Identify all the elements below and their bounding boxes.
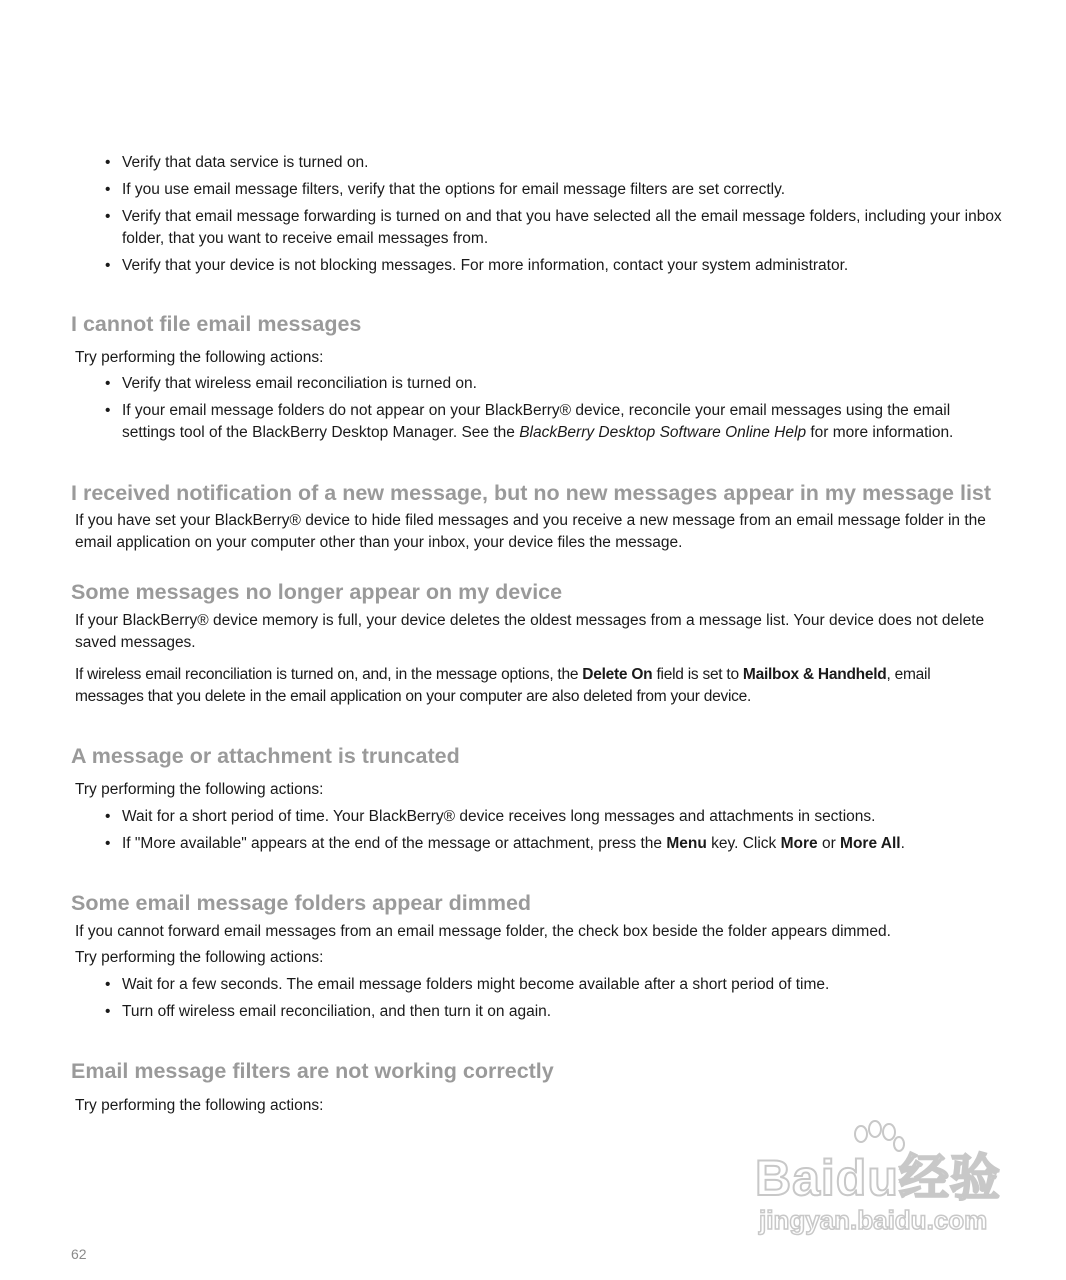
body-text: field is set to <box>652 666 743 683</box>
section-intro: Try performing the following actions: <box>75 349 324 366</box>
section-bullet-list <box>122 806 1002 860</box>
section-body <box>75 664 1000 708</box>
field-name: Delete On <box>582 666 653 683</box>
bullet-text: or <box>817 835 841 852</box>
body-text: , email messages that you delete in the email application on your computer are also deleted from your device. <box>75 666 931 705</box>
list-item: • Wait for a short period of time. Your BlackBerry® device receives long messages and attachments in sections. <box>122 806 1002 828</box>
section-body: If you have set your BlackBerry® device to hide filed messages and you receive a new message from an email message folder in the email application on your computer other than your inbox, your device files the message. <box>75 512 986 551</box>
field-value: Mailbox & Handheld <box>742 666 887 683</box>
bullet-text: for more information. <box>806 424 954 441</box>
section-intro: Try performing the following actions: <box>75 1097 324 1114</box>
list-item <box>122 833 1002 855</box>
watermark-logo: Baidu经验 <box>755 1150 1001 1206</box>
list-item <box>122 400 1002 444</box>
section-heading-messages-missing: Some messages no longer appear on my device <box>71 580 563 604</box>
list-item: • Verify that your device is not blocking messages. For more information, contact your system administrator. <box>122 255 1002 277</box>
list-item: • Wait for a few seconds. The email message folders might become available after a short period of time. <box>122 974 1002 996</box>
watermark-url: jingyan.baidu.com <box>759 1205 988 1235</box>
list-item: • Verify that email message forwarding is turned on and that you have selected all the email message folders, including your inbox folder, that you want to receive email messages from. <box>122 206 1002 250</box>
section-heading-dimmed-folders: Some email message folders appear dimmed <box>71 891 532 915</box>
help-reference: BlackBerry Desktop Software Online Help <box>519 424 807 441</box>
section-heading-truncated: A message or attachment is truncated <box>71 744 460 768</box>
section-body: If you cannot forward email messages from an email message folder, the check box beside the folder appears dimmed. <box>75 923 891 940</box>
bullet-text: . <box>900 835 905 852</box>
more-all-option: More All <box>840 835 901 852</box>
list-item: • Verify that data service is turned on. <box>122 152 1002 174</box>
baidu-watermark <box>755 1120 1005 1235</box>
section-bullet-list <box>122 373 1002 449</box>
section-intro: Try performing the following actions: <box>75 781 324 798</box>
menu-key: Menu <box>666 835 707 852</box>
section-heading-cannot-file: I cannot file email messages <box>71 312 362 336</box>
bullet-text: If "More available" appears at the end of the message or attachment, press the <box>122 835 667 852</box>
top-bullet-list <box>122 152 1002 282</box>
more-option: More <box>780 835 818 852</box>
bullet-text: If your email message folders do not appear on your BlackBerry® device, reconcile your email messages using the email settings tool of the BlackBerry Desktop Manager. See the <box>122 402 951 441</box>
section-heading-filters: Email message filters are not working correctly <box>71 1059 554 1083</box>
section-intro: Try performing the following actions: <box>75 949 324 966</box>
body-text: If wireless email reconciliation is turned on, and, in the message options, the <box>75 666 583 683</box>
bullet-text: key. Click <box>706 835 781 852</box>
list-item: • Turn off wireless email reconciliation, and then turn it on again. <box>122 1001 1002 1023</box>
section-bullet-list <box>122 974 1002 1028</box>
section-body: If your BlackBerry® device memory is full, your device deletes the oldest messages from a message list. Your device does not delete saved messages. <box>75 612 985 651</box>
list-item: • Verify that wireless email reconciliation is turned on. <box>122 373 1002 395</box>
section-heading-notification: I received notification of a new message, but no new messages appear in my message list <box>71 481 992 505</box>
list-item: • If you use email message filters, verify that the options for email message filters are set correctly. <box>122 179 1002 201</box>
page-number: 62 <box>71 1246 87 1262</box>
